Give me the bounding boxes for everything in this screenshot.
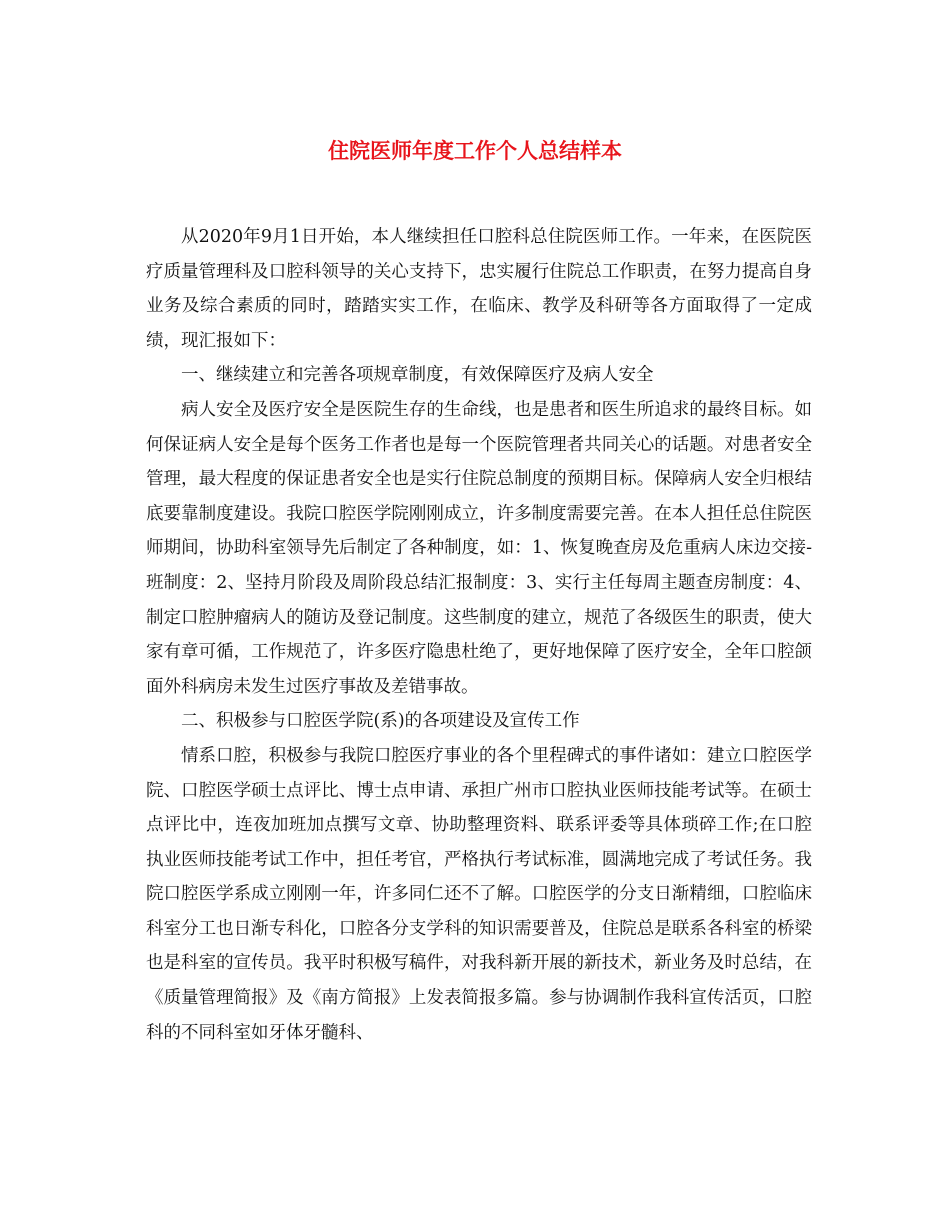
document-body (146, 220, 812, 1050)
document-title: 住院医师年度工作个人总结样本 (328, 139, 622, 163)
section-2-paragraph: 情系口腔，积极参与我院口腔医疗事业的各个里程碑式的事件诸如：建立口腔医学院、口腔医学硕士点评比、博士点申请、承担广州市口腔执业医师技能考试等。在硕士点评比中，连夜加班加点撰写文章、协助整理资料、联系评委等具体琐碎工作;在口腔执业医师技能考试工作中，担任考官，严格执行考试标准，圆满地完成了考试任务。我院口腔医学系成立刚刚一年，许多同仁还不了解。口腔医学的分支日渐精细，口腔临床科室分工也日渐专科化，口腔各分支学科的知识需要普及，住院总是联系各科室的桥梁也是科室的宣传员。我平时积极写稿件，对我科新开展的新技术，新业务及时总结，在《质量管理简报》及《南方简报》上发表简报多篇。参与协调制作我科宣传活页，口腔科的不同科室如牙体牙髓科、 (146, 745, 812, 1043)
section-1-paragraph: 病人安全及医疗安全是医院生存的生命线，也是患者和医生所追求的最终目标。如何保证病人安全是每个医务工作者也是每一个医院管理者共同关心的话题。对患者安全管理，最大程度的保证患者安全也是实行住院总制度的预期目标。保障病人安全归根结底要靠制度建设。我院口腔医学院刚刚成立，许多制度需要完善。在本人担任总住院医师期间，协助科室领导先后制定了各种制度，如：1、恢复晚查房及危重病人床边交接-班制度：2、坚持月阶段及周阶段总结汇报制度：3、实行主任每周主题查房制度：4、制定口腔肿瘤病人的随访及登记制度。这些制度的建立，规范了各级医生的职责，使大家有章可循，工作规范了，许多医疗隐患杜绝了，更好地保障了医疗安全，全年口腔颌面外科病房未发生过医疗事故及差错事故。 (146, 399, 812, 697)
section-heading-2: 二、积极参与口腔医学院(系)的各项建设及宣传工作 (181, 711, 580, 732)
section-heading-1: 一、继续建立和完善各项规章制度，有效保障医疗及病人安全 (181, 365, 654, 386)
intro-paragraph: 从2020年9月1日开始，本人继续担任口腔科总住院医师工作。一年来，在医院医疗质量管理科及口腔科领导的关心支持下，忠实履行住院总工作职责，在努力提高自身业务及综合素质的同时，踏踏实实工作，在临床、教学及科研等各方面取得了一定成绩，现汇报如下： (146, 227, 812, 351)
